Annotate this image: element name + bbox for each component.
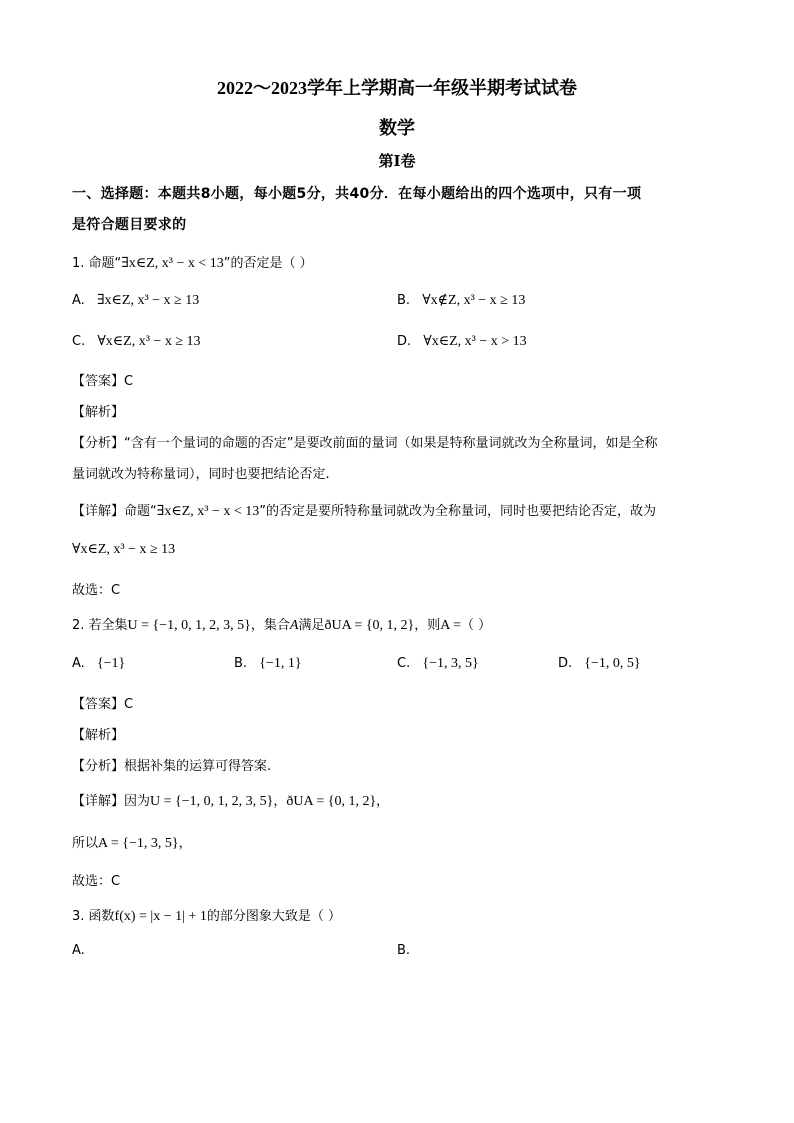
q3-option-a-label: A. — [72, 943, 85, 958]
q1-fenxi-line2: 量词就改为特称量词），同时也要把结论否定. — [72, 467, 330, 482]
q2-stem-math1: U = {−1, 0, 1, 2, 3, 5} — [127, 618, 251, 633]
q2-stem-mid3: ，则 — [414, 618, 441, 633]
q2-option-b-label: B. — [234, 656, 248, 671]
q2-stem-suffix: （ ） — [461, 618, 492, 633]
question-3-stem — [72, 905, 341, 925]
q1-option-a-label: A. — [72, 293, 85, 308]
q1-option-b-label: B. — [397, 293, 411, 308]
q2-xiangjie-math2: ðUA = {0, 1, 2} — [286, 794, 377, 809]
q2-option-d-label: D. — [558, 656, 573, 671]
q1-analysis-tag: 【解析】 — [72, 405, 125, 420]
q1-answer: 【答案】C — [72, 374, 134, 389]
part-title: 第Ⅰ卷 — [378, 154, 416, 170]
q2-option-c-label: C. — [397, 656, 411, 671]
q2-option-a-math: {−1} — [96, 656, 126, 671]
q1-option-c-math: ∀x∈Z, x³ − x ≥ 13 — [97, 334, 201, 349]
q2-option-d-math: {−1, 0, 5} — [584, 656, 641, 671]
q2-option-c-math: {−1, 3, 5} — [422, 656, 479, 671]
q1-xiangjie-result: ∀x∈Z, x³ − x ≥ 13 — [72, 542, 176, 557]
q1-fenxi-line1: 【分析】“含有一个量词的命题的否定”是要改前面的量词（如果是特称量词就改为全称量词，如是全称 — [72, 436, 658, 451]
q1-stem-math: ∃x∈Z, x³ − x < 13 — [121, 256, 224, 271]
q2-xiangjie-comma: ， — [273, 794, 287, 809]
q1-choose: 故选：C — [72, 583, 121, 598]
q2-option-b — [234, 656, 302, 672]
section-heading-line1: 一、选择题：本题共8小题，每小题5分，共40分．在每小题给出的四个选项中，只有一项 — [72, 186, 642, 202]
q2-stem-a: A — [289, 618, 299, 633]
q2-suoyi-math: A = {−1, 3, 5} — [98, 836, 179, 851]
q2-option-a — [72, 656, 125, 672]
q2-option-c — [397, 656, 479, 672]
q2-stem-math2: ðUA = {0, 1, 2} — [324, 618, 415, 633]
q1-option-a — [72, 292, 199, 309]
q1-option-d-label: D. — [397, 334, 412, 349]
q2-fenxi: 【分析】根据补集的运算可得答案. — [72, 759, 272, 774]
q1-xiangjie-math: ∃x∈Z, x³ − x < 13 — [156, 504, 260, 519]
q1-xiangjie — [72, 500, 656, 520]
q1-option-a-math: ∃x∈Z, x³ − x ≥ 13 — [96, 293, 200, 308]
q2-xiangjie-math1: U = {−1, 0, 1, 2, 3, 5} — [150, 794, 274, 809]
q3-stem-prefix: 3. 函数 — [72, 909, 115, 924]
section-heading-line2: 是符合题目要求的 — [72, 217, 187, 233]
q1-xiangjie-prefix: 【详解】命题“ — [72, 504, 157, 519]
q2-option-b-math: {−1, 1} — [259, 656, 302, 671]
q2-answer: 【答案】C — [72, 697, 134, 712]
q3-stem-suffix: 的部分图象大致是（ ） — [206, 909, 341, 924]
q2-stem-mid: ，集合 — [250, 618, 290, 633]
q2-xiangjie-prefix: 【详解】因为 — [72, 794, 151, 809]
question-2-stem — [72, 614, 491, 634]
q2-xiangjie-end: ， — [376, 794, 390, 809]
q2-xiangjie — [72, 790, 389, 810]
q2-analysis-tag: 【解析】 — [72, 728, 125, 743]
q1-option-c — [72, 333, 201, 350]
question-1-stem — [72, 252, 313, 272]
q1-option-b — [397, 292, 525, 309]
q2-option-d — [558, 656, 641, 672]
q2-stem-math3: A = — [440, 618, 462, 633]
q2-option-a-label: A. — [72, 656, 85, 671]
exam-title: 2022～2023学年上学期高一年级半期考试试卷 — [217, 78, 577, 98]
q3-stem-math: f(x) = |x − 1| + 1 — [114, 909, 207, 924]
q2-suoyi — [72, 832, 192, 852]
q1-option-c-label: C. — [72, 334, 86, 349]
q1-option-d — [397, 333, 527, 350]
q1-option-d-math: ∀x∈Z, x³ − x > 13 — [423, 334, 527, 349]
q2-suoyi-prefix: 所以 — [72, 836, 99, 851]
q1-xiangjie-suffix: ”的否定是要所特称量词就改为全称量词，同时也要把结论否定，故为 — [259, 504, 656, 519]
q1-stem-prefix: 1. 命题“ — [72, 256, 122, 271]
q2-stem-prefix: 2. 若全集 — [72, 618, 128, 633]
q2-choose: 故选：C — [72, 874, 121, 889]
q1-option-b-math: ∀x∉Z, x³ − x ≥ 13 — [422, 293, 526, 308]
q2-suoyi-end: ， — [178, 836, 192, 851]
subject-title: 数学 — [379, 118, 415, 138]
q3-option-b-label: B. — [397, 943, 411, 958]
q2-stem-mid2: 满足 — [298, 618, 325, 633]
q1-stem-suffix: ”的否定是（ ） — [223, 256, 313, 271]
